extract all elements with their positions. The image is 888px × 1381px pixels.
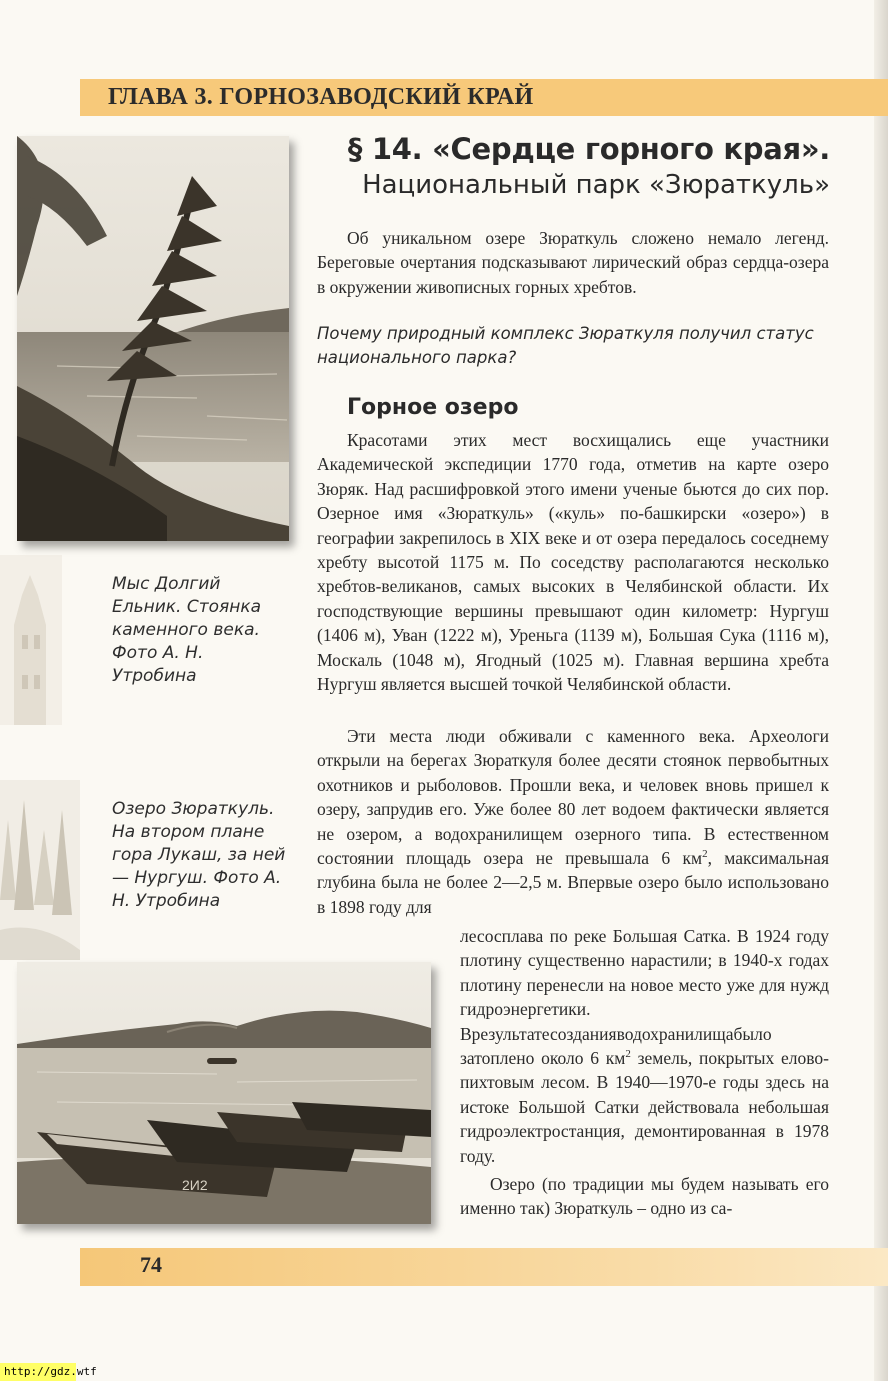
p2-text-before: Эти места люди обживали с каменного века. Археологи открыли на берегах Зюраткуля более десяти стоянок первобытных охотников и рыболовов. Прошли века, и человек вновь пришел к озеру, запрудив его. Уже более 80 лет водоем фактически является не озером, а водохранилищем озерного типа. В естественном состоянии площадь озера не превышала 6 км — [317, 726, 829, 869]
p3-superscript: 2 — [625, 1048, 631, 1061]
bell-tower-background-image — [0, 555, 62, 725]
section-heading: Горное озеро — [347, 395, 519, 420]
lake-shore-photo — [17, 136, 289, 541]
body-paragraph-1: Красотами этих мест восхищались еще участники Академической экспедиции 1770 года, отметив на карте озеро Зюряк. Над расшифровкой этого имени ученые бьются до сих пор. Озерное имя «Зюраткуль» («куль» по-башкирски «озеро») в географии закрепилось в XIX веке и от озера передалось соседнему хребту высотой 1175 м. По соседству располагаются несколько хребтов-великанов, самых высоких в Челябинской области. Их господствующие вершины превышают один километр: Нургуш (1406 м), Уван (1222 м), Уреньга (1139 м), Большая Сука (1116 м), Москаль (1048 м), Ягодный (1025 м). Главная вершина хребта Нургуш является высшей точкой Челябинской области. — [317, 430, 829, 695]
page-edge — [874, 0, 888, 1381]
body-paragraph-3 — [460, 924, 829, 1168]
p3-text-after: земель, покрытых елово-пихтовым лесом. В 1940—1970-е годы здесь на истоке Большой Сатки действовала небольшая гидроэлектростанция, демонтированная в 1978 году. — [460, 1048, 829, 1166]
p3-text-before: лесосплава по реке Большая Сатка. В 1924 году плотину существенно нарастили; в 1940-х годах плотину перенесли на новое место уже для нужд гидроэнергетики. Врезультатесозданияводохранилищабыло затоплено около 6 км — [460, 926, 829, 1069]
photo-caption-lake: Озеро Зюраткуль. На втором плане гора Лукаш, за ней — Нургуш. Фото А. Н. Утробина — [112, 799, 286, 911]
photo-caption-shore: Мыс Долгий Ельник. Стоянка каменного века. Фото А. Н. Утробина — [112, 574, 262, 686]
chapter-header: ГЛАВА 3. ГОРНОЗАВОДСКИЙ КРАЙ — [108, 84, 534, 110]
paragraph-title: § 14. «Сердце горного края». — [347, 132, 830, 166]
paragraph-subtitle: Национальный парк «Зюраткуль» — [362, 170, 830, 200]
footer-band — [80, 1248, 888, 1286]
site-link[interactable]: http://gdz.wtf — [0, 1363, 76, 1381]
boats-photo — [17, 962, 431, 1224]
forest-background-image — [0, 780, 80, 960]
body-paragraph-4: Озеро (по традиции мы будем называть его именно так) Зюраткуль – одно из са- — [460, 1174, 829, 1219]
boat-number-label: 2И2 — [182, 1177, 208, 1193]
question-text: Почему природный комплекс Зюраткуля получил статус национального парка? — [317, 324, 814, 367]
page-number: 74 — [140, 1252, 162, 1277]
p2-superscript: 2 — [702, 848, 708, 861]
distant-boat — [207, 1058, 237, 1064]
intro-paragraph: Об уникальном озере Зюраткуль сложено немало легенд. Береговые очертания подсказывают лирический образ сердца-озера в окружении живописных горных хребтов. — [317, 228, 829, 297]
body-paragraph-2 — [317, 724, 829, 919]
p2-text-after: , максимальная глубина была не более 2—2,5 м. Впервые озеро было использовано в 1898 году для — [317, 848, 829, 917]
